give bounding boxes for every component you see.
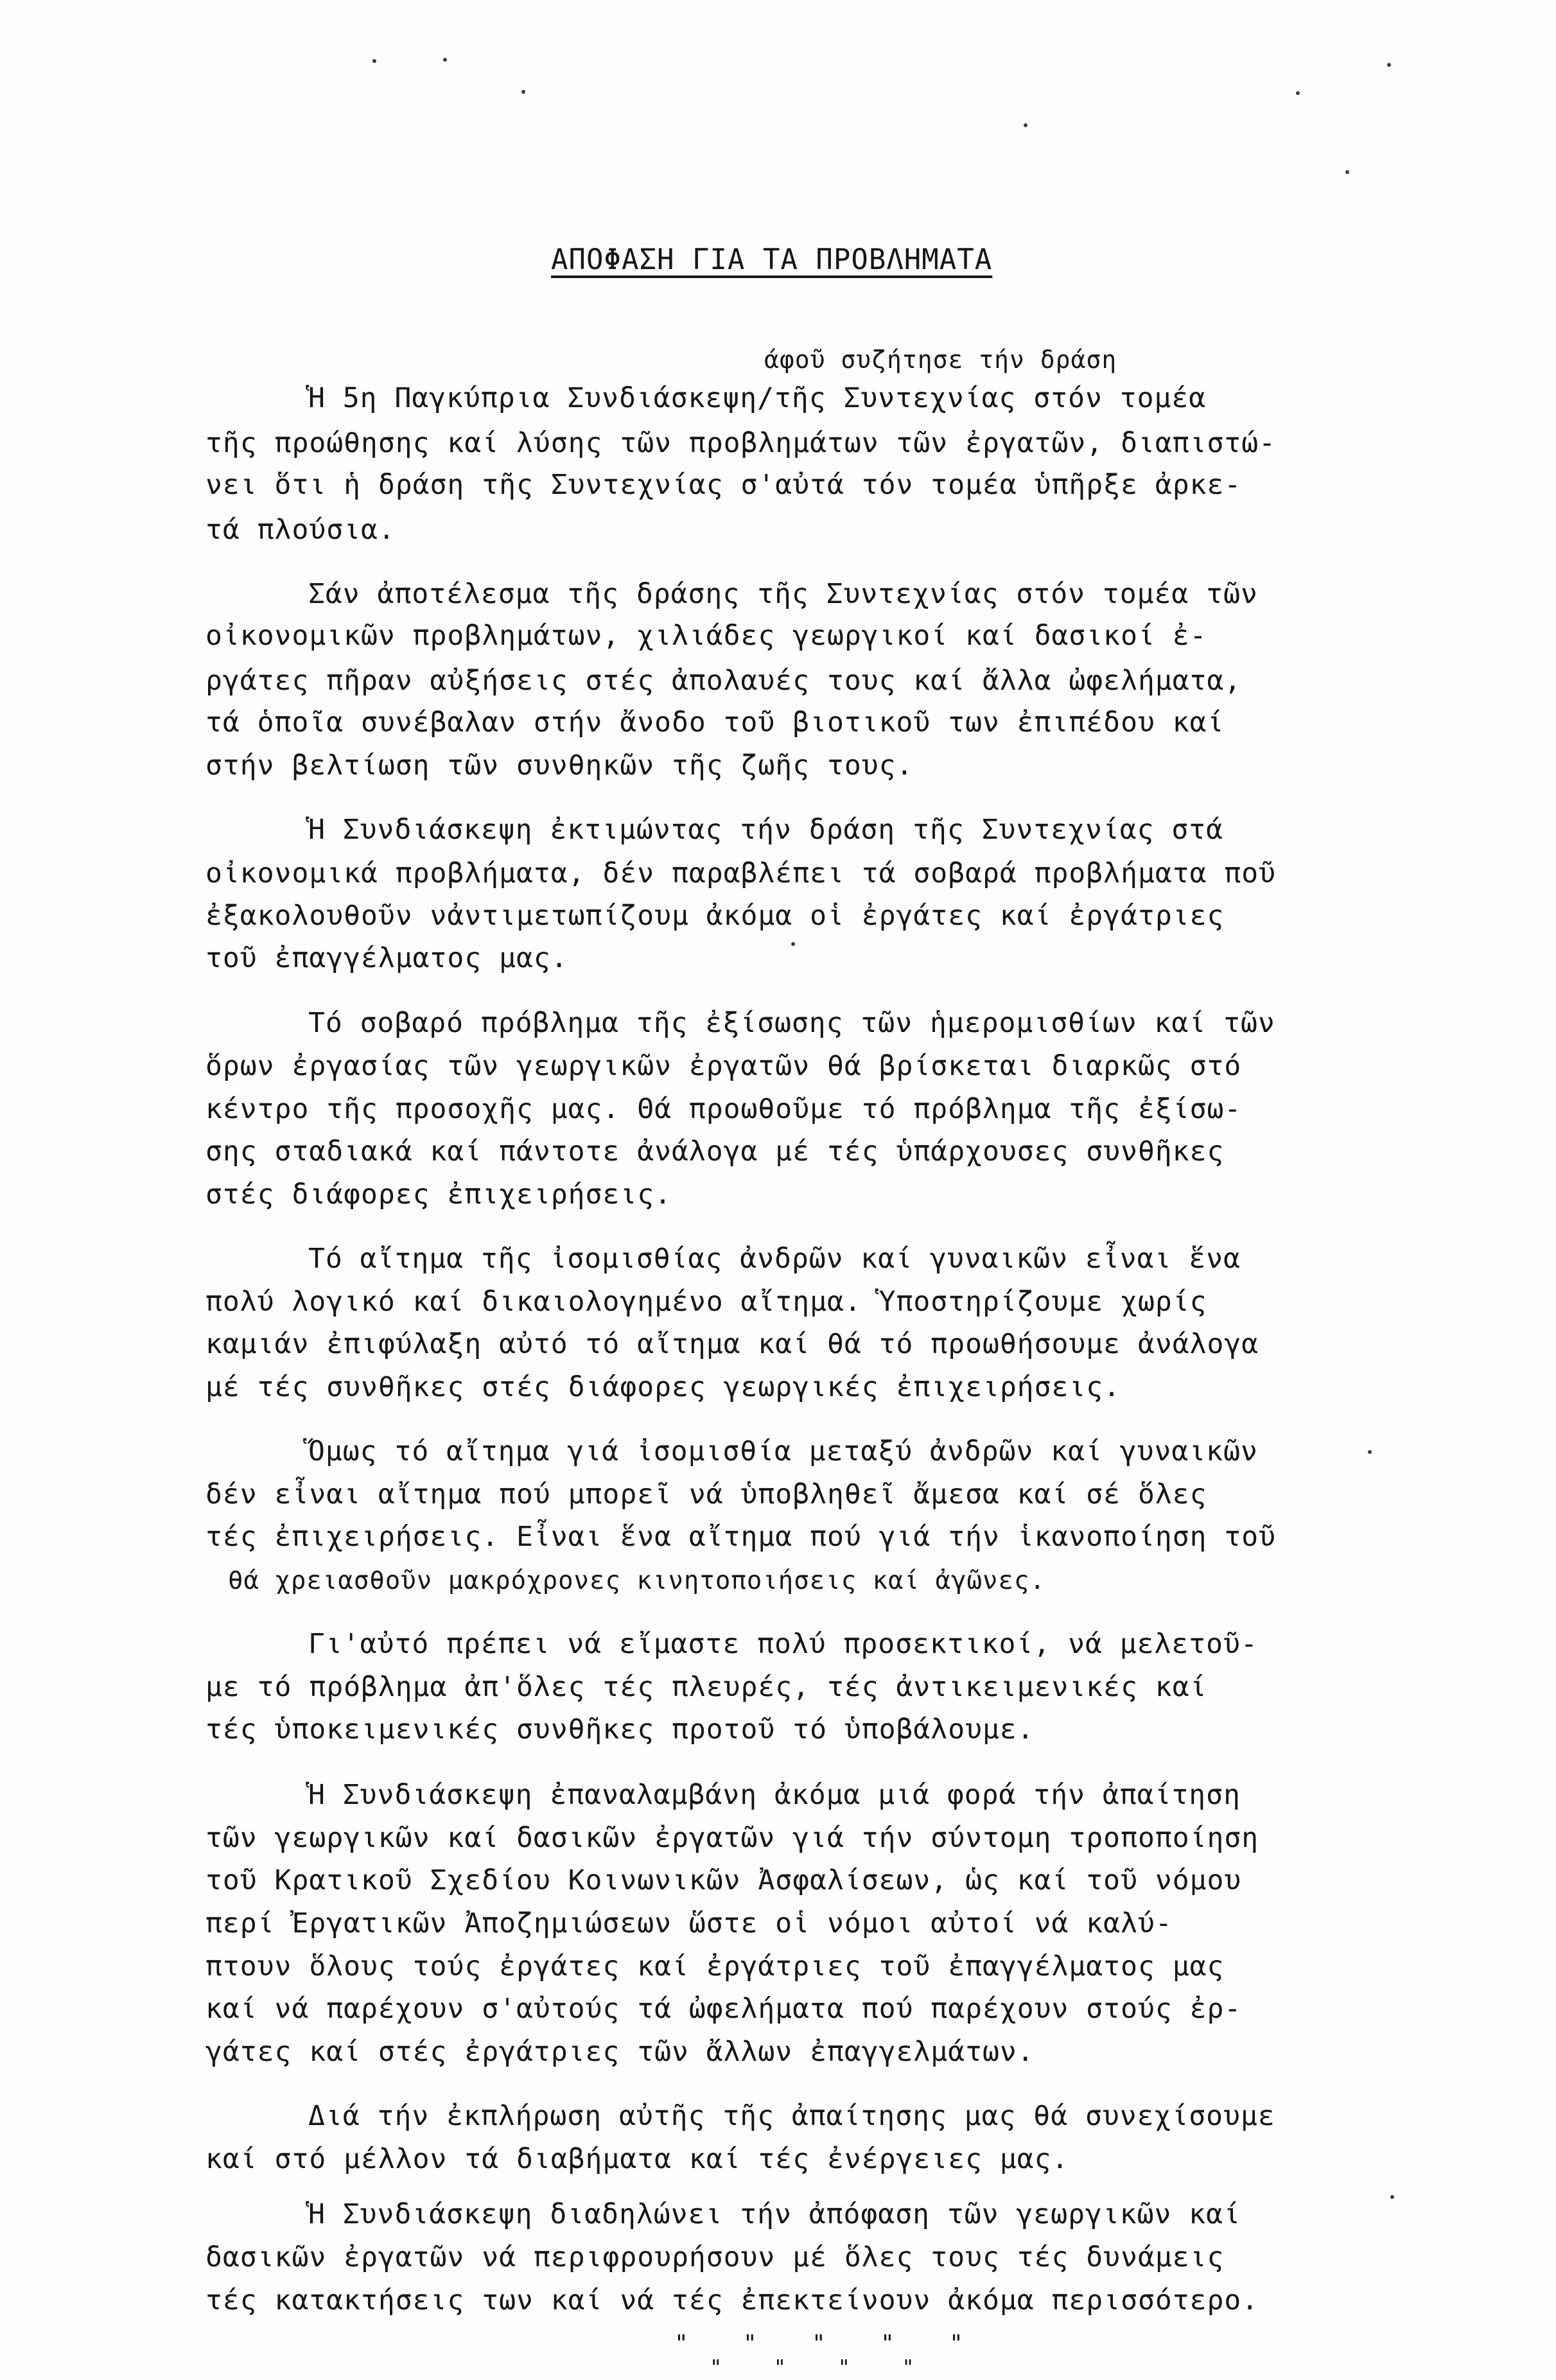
scan-speck	[372, 59, 376, 63]
scan-speck	[1390, 2195, 1394, 2199]
text-line: Διά τήν ἐκπλήρωση αὐτῆς τῆς ἀπαίτησης μας θά συνεχίσουμε	[308, 2100, 1275, 2132]
text-line: μέ τές συνθῆκες στές διάφορες γεωργικές ἐπιχειρήσεις.	[205, 1371, 1121, 1403]
text-line: τοῦ Κρατικοῦ Σχεδίου Κοινωνικῶν Ἀσφαλίσεων, ὡς καί τοῦ νόμου	[205, 1864, 1242, 1896]
text-line: τοῦ ἐπαγγέλματος μας.	[205, 942, 568, 974]
text-line: καί στό μέλλον τά διαβήματα καί τές ἐνέργειες μας.	[205, 2143, 1069, 2175]
text-line: καί νά παρέχουν σ'αὐτούς τά ὠφελήματα πού παρέχουν στούς ἐρ-	[205, 1993, 1242, 2025]
text-line: δασικῶν ἐργατῶν νά περιφρουρήσουν μέ ὅλες τους τές δυνάμεις	[205, 2241, 1225, 2273]
text-line: Γι'αὐτό πρέπει νά εἴμαστε πολύ προσεκτικοί, νά μελετοῦ-	[308, 1628, 1258, 1660]
text-line: ὅρων ἐργασίας τῶν γεωργικῶν ἐργατῶν θά βρίσκεται διαρκῶς στό	[205, 1050, 1242, 1082]
text-line: τές ὑποκειμενικές συνθῆκες προτοῦ τό ὑποβάλουμε.	[205, 1713, 1035, 1746]
text-line: στές διάφορες ἐπιχειρήσεις.	[205, 1178, 672, 1211]
text-line: οἰκονομικά προβλήματα, δέν παραβλέπει τά σοβαρά προβλήματα ποῦ	[205, 857, 1277, 889]
text-line: ργάτες πῆραν αὐξήσεις στές ἀπολαυές τους καί ἄλλα ὠφελήματα,	[205, 665, 1242, 697]
ditto-marks: " " " "	[710, 2355, 923, 2379]
text-line: σης σταδιακά καί πάντοτε ἀνάλογα μέ τές ὑπάρχουσες συνθῆκες	[205, 1135, 1225, 1168]
text-line: Τό σοβαρό πρόβλημα τῆς ἐξίσωσης τῶν ἡμερομισθίων καί τῶν	[308, 1007, 1275, 1039]
text-line: περί Ἐργατικῶν Ἀποζημιώσεων ὥστε οἱ νόμοι αὐτοί νά καλύ-	[205, 1907, 1173, 1939]
text-line: στήν βελτίωση τῶν συνθηκῶν τῆς ζωῆς τους.	[205, 749, 914, 782]
scan-speck	[443, 58, 447, 62]
text-line: Ὅμως τό αἴτημα γιά ἰσομισθία μεταξύ ἀνδρῶν καί γυναικῶν	[308, 1435, 1258, 1467]
text-line: τές κατακτήσεις των καί νά τές ἐπεκτείνουν ἀκόμα περισσότερο.	[205, 2284, 1259, 2316]
text-line: Ἡ 5η Παγκύπρια Συνδιάσκεψη/τῆς Συντεχνίας στόν τομέα	[308, 382, 1207, 414]
text-line: Σάν ἀποτέλεσμα τῆς δράσης τῆς Συντεχνίας στόν τομέα τῶν	[308, 578, 1258, 610]
text-line: πτουν ὅλους τούς ἐργάτες καί ἐργάτριες τοῦ ἐπαγγέλματος μας	[205, 1950, 1225, 1982]
text-line: Τό αἴτημα τῆς ἰσομισθίας ἀνδρῶν καί γυναικῶν εἶναι ἕνα	[308, 1243, 1241, 1275]
text-line: Ἡ Συνδιάσκεψη διαδηλώνει τήν ἀπόφαση τῶν γεωργικῶν καί	[308, 2198, 1241, 2230]
ditto-marks: " " " " "	[674, 2331, 972, 2357]
text-line: γάτες καί στές ἐργάτριες τῶν ἄλλων ἐπαγγελμάτων.	[205, 2036, 1035, 2068]
text-line: άφοῦ συζήτησε τήν δράση	[764, 346, 1117, 374]
text-line: οἰκονομικῶν προβλημάτων, χιλιάδες γεωργικοί καί δασικοί ἐ-	[205, 620, 1207, 652]
scan-speck	[1345, 170, 1349, 174]
scan-speck	[1368, 1450, 1372, 1454]
text-line: Ἡ Συνδιάσκεψη ἐπαναλαμβάνη ἀκόμα μιά φορά τήν ἀπαίτηση	[308, 1779, 1241, 1811]
text-line: Ἡ Συνδιάσκεψη ἐκτιμώντας τήν δράση τῆς Συντεχνίας στά	[308, 814, 1224, 846]
text-line: κέντρο τῆς προσοχῆς μας. Θά προωθοῦμε τό πρόβλημα τῆς ἐξίσω-	[205, 1093, 1242, 1125]
text-line: νει ὅτι ἡ δράση τῆς Συντεχνίας σ'αὐτά τόν τομέα ὑπῆρξε ἀρκε-	[205, 469, 1242, 501]
text-line: καμιάν ἐπιφύλαξη αὐτό τό αἴτημα καί θά τό προωθήσουμε ἀνάλογα	[205, 1328, 1259, 1360]
text-line: δέν εἶναι αἴτημα πού μπορεῖ νά ὑποβληθεῖ ἄμεσα καί σέ ὅλες	[205, 1478, 1207, 1510]
scan-speck	[1296, 91, 1300, 95]
scan-speck	[1024, 123, 1027, 127]
text-line: τῆς προώθησης καί λύσης τῶν προβλημάτων τῶν ἐργατῶν, διαπιστώ-	[205, 427, 1277, 459]
text-line: τά πλούσια.	[205, 514, 396, 546]
document-title: ΑΠΟΦΑΣΗ ΓΙΑ ΤΑ ΠΡΟΒΛΗΜΑΤΑ	[551, 243, 993, 276]
text-line: πολύ λογικό καί δικαιολογημένο αἴτημα. Ὑποστηρίζουμε χωρίς	[205, 1286, 1207, 1318]
scan-speck	[521, 90, 525, 94]
text-line: ἐξακολουθοῦν νἀντιμετωπίζουμ ἀκόμα οἱ ἐργάτες καί ἐργάτριες	[205, 900, 1225, 932]
text-line: τά ὁποῖα συνέβαλαν στήν ἄνοδο τοῦ βιοτικοῦ των ἐπιπέδου καί	[205, 706, 1225, 739]
text-line: τές ἐπιχειρήσεις. Εἶναι ἕνα αἴτημα πού γιά τήν ἱκανοποίηση τοῦ	[205, 1521, 1277, 1553]
scan-speck	[791, 942, 795, 946]
text-line: με τό πρόβλημα ἀπ'ὅλες τές πλευρές, τές ἀντικειμενικές καί	[205, 1671, 1207, 1703]
text-line: τῶν γεωργικῶν καί δασικῶν ἐργατῶν γιά τήν σύντομη τροποποίηση	[205, 1822, 1259, 1854]
text-line: θά χρειασθοῦν μακρόχρονες κινητοποιήσεις καί ἀγῶνες.	[228, 1566, 1045, 1595]
scan-speck	[1387, 63, 1391, 67]
